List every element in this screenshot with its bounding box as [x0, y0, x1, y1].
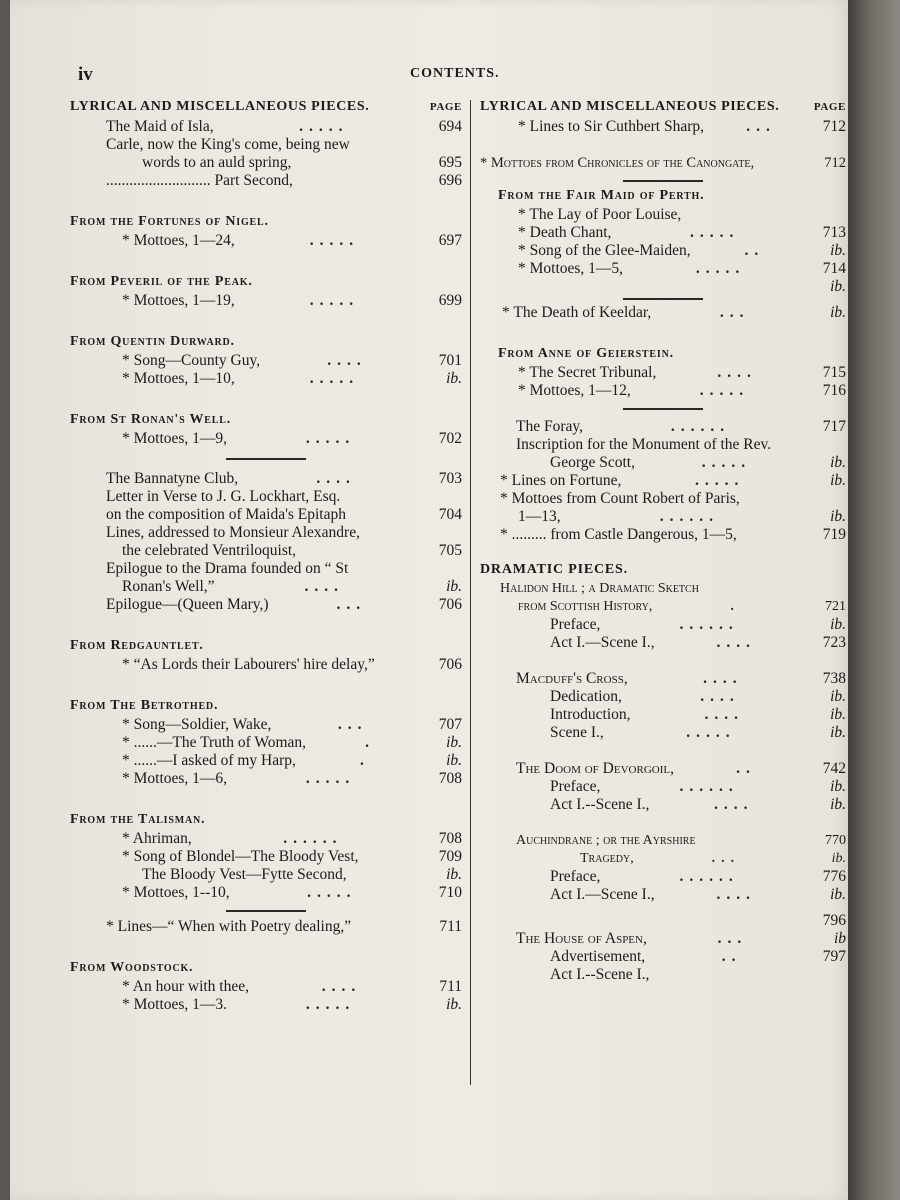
book-gutter	[848, 0, 900, 1200]
divider-rule	[226, 910, 306, 912]
toc-entry[interactable]: Act I.--Scene I., .... ib.	[550, 796, 846, 813]
group-heading: From Peveril of the Peak.	[70, 274, 253, 289]
toc-entry[interactable]: * Song—County Guy, .... 701	[122, 352, 462, 369]
page-number: iv	[78, 64, 93, 85]
toc-entry[interactable]: * ......—I asked of my Harp, . ib.	[122, 752, 462, 769]
toc-entry[interactable]: George Scott, ..... ib.	[550, 454, 846, 471]
toc-entry[interactable]: Macduff's Cross, .... 738	[516, 670, 846, 687]
toc-entry[interactable]: Letter in Verse to J. G. Lockhart, Esq.	[106, 488, 341, 505]
toc-entry[interactable]: Ronan's Well,” .... ib.	[122, 578, 462, 595]
toc-entry[interactable]: * Song—Soldier, Wake, ... 707	[122, 716, 462, 733]
toc-entry[interactable]: The Bannatyne Club, .... 703	[106, 470, 462, 487]
group-heading: DRAMATIC PIECES.	[480, 562, 628, 577]
toc-entry[interactable]: * The Death of Keeldar, ... ib.	[502, 304, 846, 321]
toc-entry[interactable]: * Song of the Glee-Maiden, .. ib.	[518, 242, 846, 259]
toc-entry[interactable]: * Lines—“ When with Poetry dealing,” 711	[106, 918, 462, 935]
column-divider	[470, 100, 471, 1085]
toc-entry[interactable]: The Bloody Vest—Fytte Second, ib.	[142, 866, 462, 883]
toc-entry[interactable]: * Mottoes, 1—9, ..... 702	[122, 430, 462, 447]
toc-entry[interactable]: 1—13, ...... ib.	[518, 508, 846, 525]
toc-entry[interactable]: Act I.—Scene I., .... ib.	[550, 886, 846, 903]
group-heading: From Woodstock.	[70, 960, 194, 975]
toc-entry[interactable]: * Lines to Sir Cuthbert Sharp, ... 712	[518, 118, 846, 135]
group-heading: From Anne of Geierstein.	[498, 346, 674, 361]
toc-entry[interactable]: Auchindrane ; or the Ayrshire 770	[516, 833, 846, 848]
toc-entry[interactable]: Preface, ...... 776	[550, 868, 846, 885]
toc-entry[interactable]: Dedication, .... ib.	[550, 688, 846, 705]
section-heading: LYRICAL AND MISCELLANEOUS PIECES. PAGE	[70, 99, 462, 114]
toc-entry[interactable]: Act I.--Scene I.,	[550, 966, 650, 983]
toc-entry[interactable]: Inscription for the Monument of the Rev.	[516, 436, 772, 453]
toc-entry[interactable]: ........................... Part Second, 696	[106, 172, 462, 189]
toc-entry[interactable]: * Death Chant, ..... 713	[518, 224, 846, 241]
toc-entry[interactable]: words to an auld spring, 695	[142, 154, 462, 171]
toc-entry[interactable]: from Scottish History, . 721	[518, 599, 846, 614]
toc-entry[interactable]: * ......—The Truth of Woman, . ib.	[122, 734, 462, 751]
toc-entry[interactable]: The Maid of Isla, ..... 694	[106, 118, 462, 135]
toc-entry[interactable]: * ......... from Castle Dangerous, 1—5, 719	[500, 526, 846, 543]
toc-entry[interactable]: * Mottoes, 1—6, ..... 708	[122, 770, 462, 787]
divider-rule	[226, 458, 306, 460]
group-heading: From the Fortunes of Nigel.	[70, 214, 269, 229]
toc-entry[interactable]: the celebrated Ventriloquist, 705	[122, 542, 462, 559]
toc-entry[interactable]: Preface, ...... ib.	[550, 616, 846, 633]
toc-entry[interactable]: * Mottoes from Chronicles of the Canongate, 712	[480, 155, 846, 171]
toc-entry[interactable]: Scene I., ..... ib.	[550, 724, 846, 741]
toc-entry[interactable]: * Lines on Fortune, ..... ib.	[500, 472, 846, 489]
divider-rule	[623, 298, 703, 300]
toc-entry[interactable]: * Ahriman, ...... 708	[122, 830, 462, 847]
toc-entry[interactable]: Introduction, .... ib.	[550, 706, 846, 723]
toc-entry[interactable]: * Song of Blondel—The Bloody Vest, 709	[122, 848, 462, 865]
group-heading: From the Talisman.	[70, 812, 206, 827]
toc-entry[interactable]: * Mottoes, 1—3. ..... ib.	[122, 996, 462, 1013]
toc-entry[interactable]: The Foray, ...... 717	[516, 418, 846, 435]
group-heading: From St Ronan's Well.	[70, 412, 232, 427]
running-head: CONTENTS.	[410, 66, 500, 81]
toc-entry[interactable]: Preface, ...... ib.	[550, 778, 846, 795]
group-heading: From The Betrothed.	[70, 698, 219, 713]
divider-rule	[623, 408, 703, 410]
toc-entry[interactable]: * Mottoes, 1—5, ..... 714	[518, 260, 846, 277]
toc-entry[interactable]: * “As Lords their Labourers' hire delay,” 706	[122, 656, 462, 673]
toc-entry[interactable]: Tragedy, ... ib.	[580, 851, 846, 866]
toc-entry[interactable]: Epilogue—(Queen Mary,) ... 706	[106, 596, 462, 613]
right-column	[480, 96, 846, 984]
section-heading: LYRICAL AND MISCELLANEOUS PIECES. PAGE	[480, 99, 846, 114]
toc-entry[interactable]: * Mottoes, 1—10, ..... ib.	[122, 370, 462, 387]
toc-entry[interactable]: The House of Aspen, ... ib	[516, 930, 846, 947]
toc-entry[interactable]: * Mottoes from Count Robert of Paris,	[500, 490, 740, 507]
toc-entry[interactable]: * Mottoes, 1—19, ..... 699	[122, 292, 462, 309]
toc-entry[interactable]: Epilogue to the Drama founded on “ St	[106, 560, 349, 577]
toc-entry[interactable]: * An hour with thee, .... 711	[122, 978, 462, 995]
group-heading: From Redgauntlet.	[70, 638, 204, 653]
toc-entry[interactable]: * Mottoes, 1--10, ..... 710	[122, 884, 462, 901]
toc-entry[interactable]: Halidon Hill ; a Dramatic Sketch	[500, 581, 699, 596]
group-heading: From Quentin Durward.	[70, 334, 235, 349]
toc-entry[interactable]: Advertisement, .. 797	[550, 948, 846, 965]
toc-entry[interactable]: * Mottoes, 1—24, ..... 697	[122, 232, 462, 249]
toc-entry[interactable]: * The Lay of Poor Louise,	[518, 206, 682, 223]
toc-entry[interactable]: * Mottoes, 1—12, ..... 716	[518, 382, 846, 399]
divider-rule	[623, 180, 703, 182]
toc-entry[interactable]: The Doom of Devorgoil, .. 742	[516, 760, 846, 777]
group-heading: From the Fair Maid of Perth.	[498, 188, 705, 203]
toc-entry[interactable]: on the composition of Maida's Epitaph 704	[106, 506, 462, 523]
toc-entry[interactable]: Act I.—Scene I., .... 723	[550, 634, 846, 651]
toc-entry-page-only: 796	[822, 912, 846, 929]
toc-entry-page-only: ib.	[830, 278, 846, 295]
left-column	[70, 96, 462, 1014]
toc-entry[interactable]: Lines, addressed to Monsieur Alexandre,	[106, 524, 360, 541]
toc-entry[interactable]: Carle, now the King's come, being new	[106, 136, 350, 153]
toc-entry[interactable]: * The Secret Tribunal, .... 715	[518, 364, 846, 381]
